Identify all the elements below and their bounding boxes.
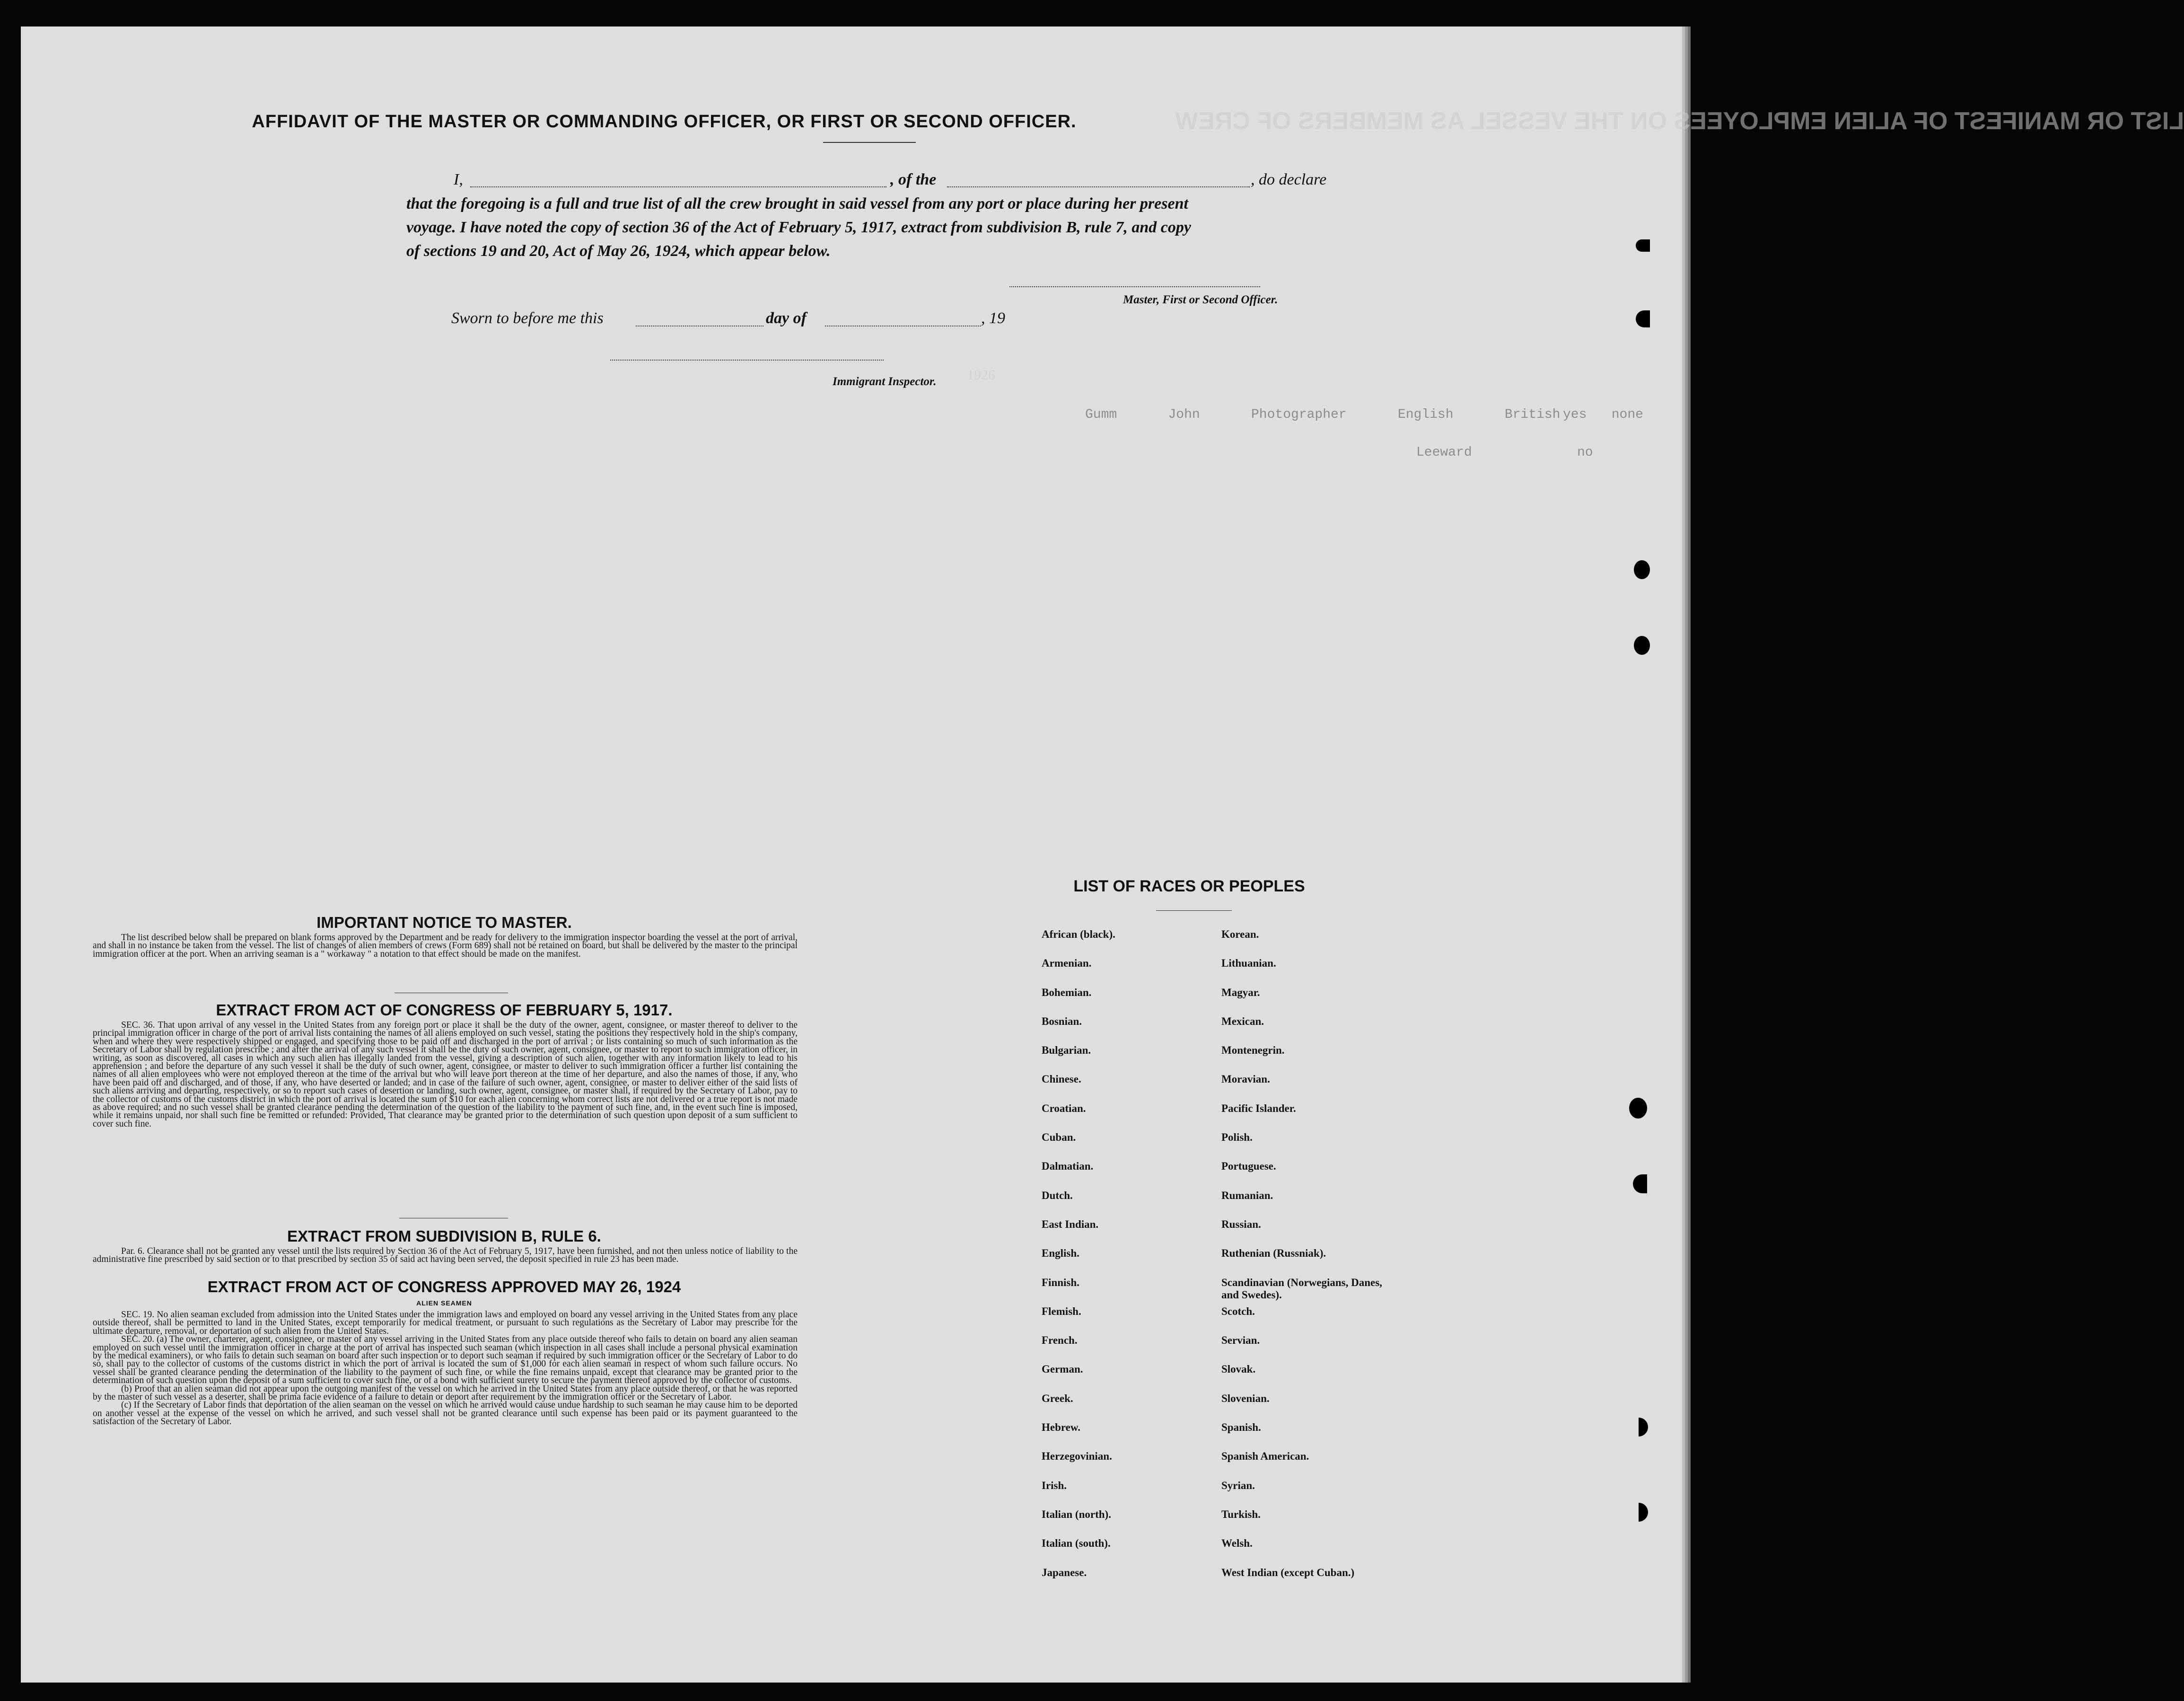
sec-19-text: SEC. 19. No alien seaman excluded from admission into the United States under the immigration laws and employed on board any vessel arriving in the United States from any place outside thereof, shall be permitted to land in the United States, except temporarily for medical treatment, or pursuant to such regulations as the Secretary of Labor may prescribe for the ultimate departure, removal, or deportation of such alien from the United States. (93, 1310, 798, 1336)
sec-20a-text: SEC. 20. (a) The owner, charterer, agent, consignee, or master of any vessel arriving in the United States from any place outside thereof who fails to detain on board any alien seaman employed on such vessel until the immigration officer in charge at the port of arrival has inspected such seaman (which inspection in all cases shall include a personal physical examination by the medical examiners), or who fails to detain such seaman on board after such inspection or to deport such seaman if required by such immigration officer or the Secretary of Labor to do so, shall pay to the collector of customs of the customs district in which the port of arrival is located the sum of $1,000 for each alien seaman in respect of whom such failure occurs. No vessel shall be granted clearance pending the determination of the liability to the payment of such fine, or while the fine remains unpaid, except that clearance may be granted prior to the determination of such question upon the deposit of a sum sufficient to cover such fine, or of a bond with sufficient surety to secure the payment thereof approved by the collector of customs. (93, 1334, 798, 1386)
race-list-item: German. (1042, 1363, 1083, 1375)
day-of-label: day of (766, 309, 807, 327)
race-list-item: Spanish American. (1221, 1450, 1309, 1463)
race-list-item: Lithuanian. (1221, 957, 1276, 969)
races-title-rule (1156, 910, 1232, 911)
year-label: , 19 (981, 309, 1005, 327)
punch-hole-icon (1634, 636, 1650, 655)
document-page (21, 26, 2184, 1683)
race-list-item: Slovak. (1221, 1363, 1256, 1375)
bleed-cell: British (1504, 407, 1561, 422)
race-list-item: Scandinavian (Norwegians, Danes, and Swedes). (1221, 1276, 1382, 1301)
race-list-item: Russian. (1221, 1218, 1261, 1230)
affidavit-body-line-3: of sections 19 and 20, Act of May 26, 1924, which appear below. (406, 242, 831, 260)
extract-1924-title: EXTRACT FROM ACT OF CONGRESS APPROVED MAY 26, 1924 (207, 1278, 681, 1296)
bleed-through-row-1-right: yes (1563, 407, 1587, 422)
race-list-item: English. (1042, 1247, 1079, 1260)
punch-hole-icon (1633, 1174, 1647, 1193)
race-list-item: Greek. (1042, 1392, 1073, 1404)
race-list-item: Flemish. (1042, 1305, 1081, 1317)
race-list-item: Pacific Islander. (1221, 1102, 1296, 1114)
affidavit-of-the-label: , of the (890, 171, 937, 188)
bleed-cell: John (1168, 407, 1200, 422)
race-list-item: Montenegrin. (1221, 1044, 1285, 1057)
bleed-cell: Photographer (1251, 407, 1347, 422)
bleed-cell: none (1611, 407, 1643, 422)
bleed-through-year: 1926 (967, 367, 995, 383)
races-title: LIST OF RACES OR PEOPLES (1073, 877, 1305, 895)
bleed-through-row-2: Leeward (1416, 445, 1472, 460)
race-list-item: Portuguese. (1221, 1160, 1276, 1172)
extract-1917-text: SEC. 36. That upon arrival of any vessel in the United States from any foreign port or place it shall be the duty of the owner, agent, consignee, or master thereof to deliver to the principal immigration officer in charge of the port of arrival lists containing the names of all aliens employed on such vessel, stating the positions they respectively hold in the ship's company, when and where they were respectively shipped or engaged, and specifying those to be paid off and discharged in the port of arrival ; or lists containing so much of such information as the Secretary of Labor shall by regulation prescribe ; and after the arrival of any such vessel it shall be the duty of such owner, agent, consignee, or master to report to such immigration officer, in writing, as soon as discovered, all cases in which any such alien has illegally landed from the vessel, giving a description of such alien, together with any information likely to lead to his apprehension ; and before the departure of any such vessel it shall be the duty of such owner, agent, consignee, or master to deliver to such immigration officer a further list containing the names of all alien employees who were not employed thereon at the time of the arrival but who will leave port thereon at the time of her departure, and also the names of those, if any, who have been paid off and discharged, and of those, if any, who have deserted or landed; and in case of the failure of such owner, agent, consignee, or master to deliver either of the said lists of such aliens arriving and departing, respectively, or so to report such cases of desertion or landing, such owner, agent, consignee, or master shall, if required by the Secretary of Labor, pay to the collector of customs of the customs district in which the port of arrival is located the sum of $10 for each alien concerning whom correct lists are not delivered or a true report is not made as above required; and no such vessel shall be granted clearance pending the determination of the question of the liability to the payment of such fine, and, in the event such fine is imposed, while it remains unpaid, nor shall such fine be remitted or refunded: Provided, That clearance may be granted prior to the determination of such question upon deposit of a sum sufficient to cover such fine. (93, 1020, 798, 1129)
race-list-item: Italian (south). (1042, 1537, 1111, 1550)
punch-hole-icon (1634, 560, 1650, 579)
notice-text: The list described below shall be prepared on blank forms approved by the Department and be ready for delivery to the immigration inspector boarding the vessel at the port of arrival, and shall in no instance be taken from the vessel. The list of changes of alien members of crews (Form 689) shall not be retained on board, but shall be delivered by the master to the principal immigration officer at the port. When an arriving seaman is a " workaway " a notation to that effect should be made on the manifest. (93, 933, 798, 959)
race-list-item: French. (1042, 1334, 1078, 1347)
sec-20b-text: (b) Proof that an alien seaman did not appear upon the outgoing manifest of the vessel on which he arrived in the United States from any place outside thereof, or that he was reported by the master of such vessel as a deserter, shall be prima facie evidence of a failure to detain or deport after requirement by the immigration officer or the Secretary of Labor. (93, 1384, 798, 1402)
punch-hole-icon (1629, 1098, 1647, 1119)
race-list-item: Rumanian. (1221, 1189, 1273, 1201)
notice-title: IMPORTANT NOTICE TO MASTER. (316, 914, 572, 931)
master-signature-label: Master, First or Second Officer. (1123, 293, 1278, 306)
race-list-item: Armenian. (1042, 957, 1092, 969)
bleed-through-row-1 (1085, 407, 1643, 422)
inspector-label: Immigrant Inspector. (833, 375, 937, 388)
punch-hole-icon (1636, 310, 1650, 327)
bleed-cell: Gumm (1085, 407, 1117, 422)
race-list-item: Irish. (1042, 1479, 1067, 1491)
race-list-item: Chinese. (1042, 1073, 1081, 1085)
affidavit-body-line-2: voyage. I have noted the copy of section 36 of the Act of February 5, 1917, extract from subdivision B, rule 7, and copy (406, 219, 1191, 236)
race-list-item: Bosnian. (1042, 1015, 1082, 1027)
sec-20c-text: (c) If the Secretary of Labor finds that deportation of the alien seaman on the vessel on which he arrived would cause undue hardship to such seaman he may cause him to be deported on another vessel at the expense of the vessel on which he arrived, and such vessel shall not be granted clearance until such expense has been paid or its payment guaranteed to the satisfaction of the Secretary of Labor. (93, 1400, 798, 1427)
bleed-through-header: LIST OR MANIFEST OF ALIEN EMPLOYEES ON THE VESSEL AS MEMBERS OF CREW (1175, 107, 2184, 135)
race-list-item: Korean. (1221, 928, 1259, 940)
race-list-item: Moravian. (1221, 1073, 1270, 1085)
affidavit-body-line-1: that the foregoing is a full and true list of all the crew brought in said vessel from any port or place during her present (406, 195, 1188, 212)
race-list-item: Hebrew. (1042, 1421, 1080, 1434)
race-list-item: Welsh. (1221, 1537, 1253, 1550)
race-list-item: Finnish. (1042, 1276, 1079, 1288)
race-list-item: Slovenian. (1221, 1392, 1270, 1404)
affidavit-i-label: I, (454, 171, 463, 188)
race-list-item: Cuban. (1042, 1131, 1076, 1144)
race-list-item: Dalmatian. (1042, 1160, 1094, 1172)
race-list-item: Japanese. (1042, 1566, 1087, 1578)
race-list-item: Servian. (1221, 1334, 1260, 1347)
race-list-item: Polish. (1221, 1131, 1253, 1144)
race-list-item: Ruthenian (Russniak). (1221, 1247, 1326, 1260)
affidavit-declare-label: , do declare (1251, 171, 1327, 188)
race-list-item: Spanish. (1221, 1421, 1261, 1434)
race-list-item: Bohemian. (1042, 986, 1092, 998)
races-right-column (1221, 928, 1401, 1595)
inspector-signature-line[interactable] (610, 360, 884, 361)
extract-1924-text (93, 1311, 798, 1426)
extract-rule6-text: Par. 6. Clearance shall not be granted any vessel until the lists required by Section 36 of the Act of February 5, 1917, have been furnished, and not then unless notice of liability to the administrative fine prescribed by said section or to that prescribed by section 35 of said act having been served, the deposit specified in rule 23 has been made. (93, 1246, 798, 1265)
race-list-item: Bulgarian. (1042, 1044, 1091, 1057)
extract-1924-subtitle: ALIEN SEAMEN (416, 1299, 472, 1307)
race-list-item: Croatian. (1042, 1102, 1086, 1114)
race-list-item: African (black). (1042, 928, 1115, 940)
sworn-label: Sworn to before me this (451, 309, 604, 327)
race-list-item: East Indian. (1042, 1218, 1099, 1230)
punch-hole-icon (1636, 239, 1650, 252)
race-list-item: Magyar. (1221, 986, 1260, 998)
race-list-item: Mexican. (1221, 1015, 1264, 1027)
extract-rule6-title: EXTRACT FROM SUBDIVISION B, RULE 6. (287, 1227, 601, 1245)
punch-hole-icon (1639, 1503, 1648, 1522)
name-field-line[interactable] (470, 186, 886, 187)
race-list-item: Scotch. (1221, 1305, 1255, 1317)
race-list-item: Herzegovinian. (1042, 1450, 1112, 1463)
vessel-field-line[interactable] (947, 186, 1250, 187)
extract-1917-title: EXTRACT FROM ACT OF CONGRESS OF FEBRUARY 5, 1917. (216, 1001, 673, 1019)
race-list-item: West Indian (except Cuban.) (1221, 1566, 1355, 1578)
bleed-cell: English (1397, 407, 1454, 422)
races-left-column (1042, 928, 1115, 1595)
race-list-item: Turkish. (1221, 1508, 1261, 1520)
affidavit-title: AFFIDAVIT OF THE MASTER OR COMMANDING OFFICER, OR FIRST OR SECOND OFFICER. (252, 112, 1077, 132)
race-list-item: Dutch. (1042, 1189, 1073, 1201)
race-list-item: Italian (north). (1042, 1508, 1111, 1520)
affidavit-title-rule (823, 142, 916, 143)
bleed-through-row-2-right: no (1577, 445, 1593, 460)
punch-hole-icon (1639, 1418, 1648, 1437)
master-signature-line[interactable] (1009, 286, 1260, 287)
race-list-item: Syrian. (1221, 1479, 1255, 1491)
